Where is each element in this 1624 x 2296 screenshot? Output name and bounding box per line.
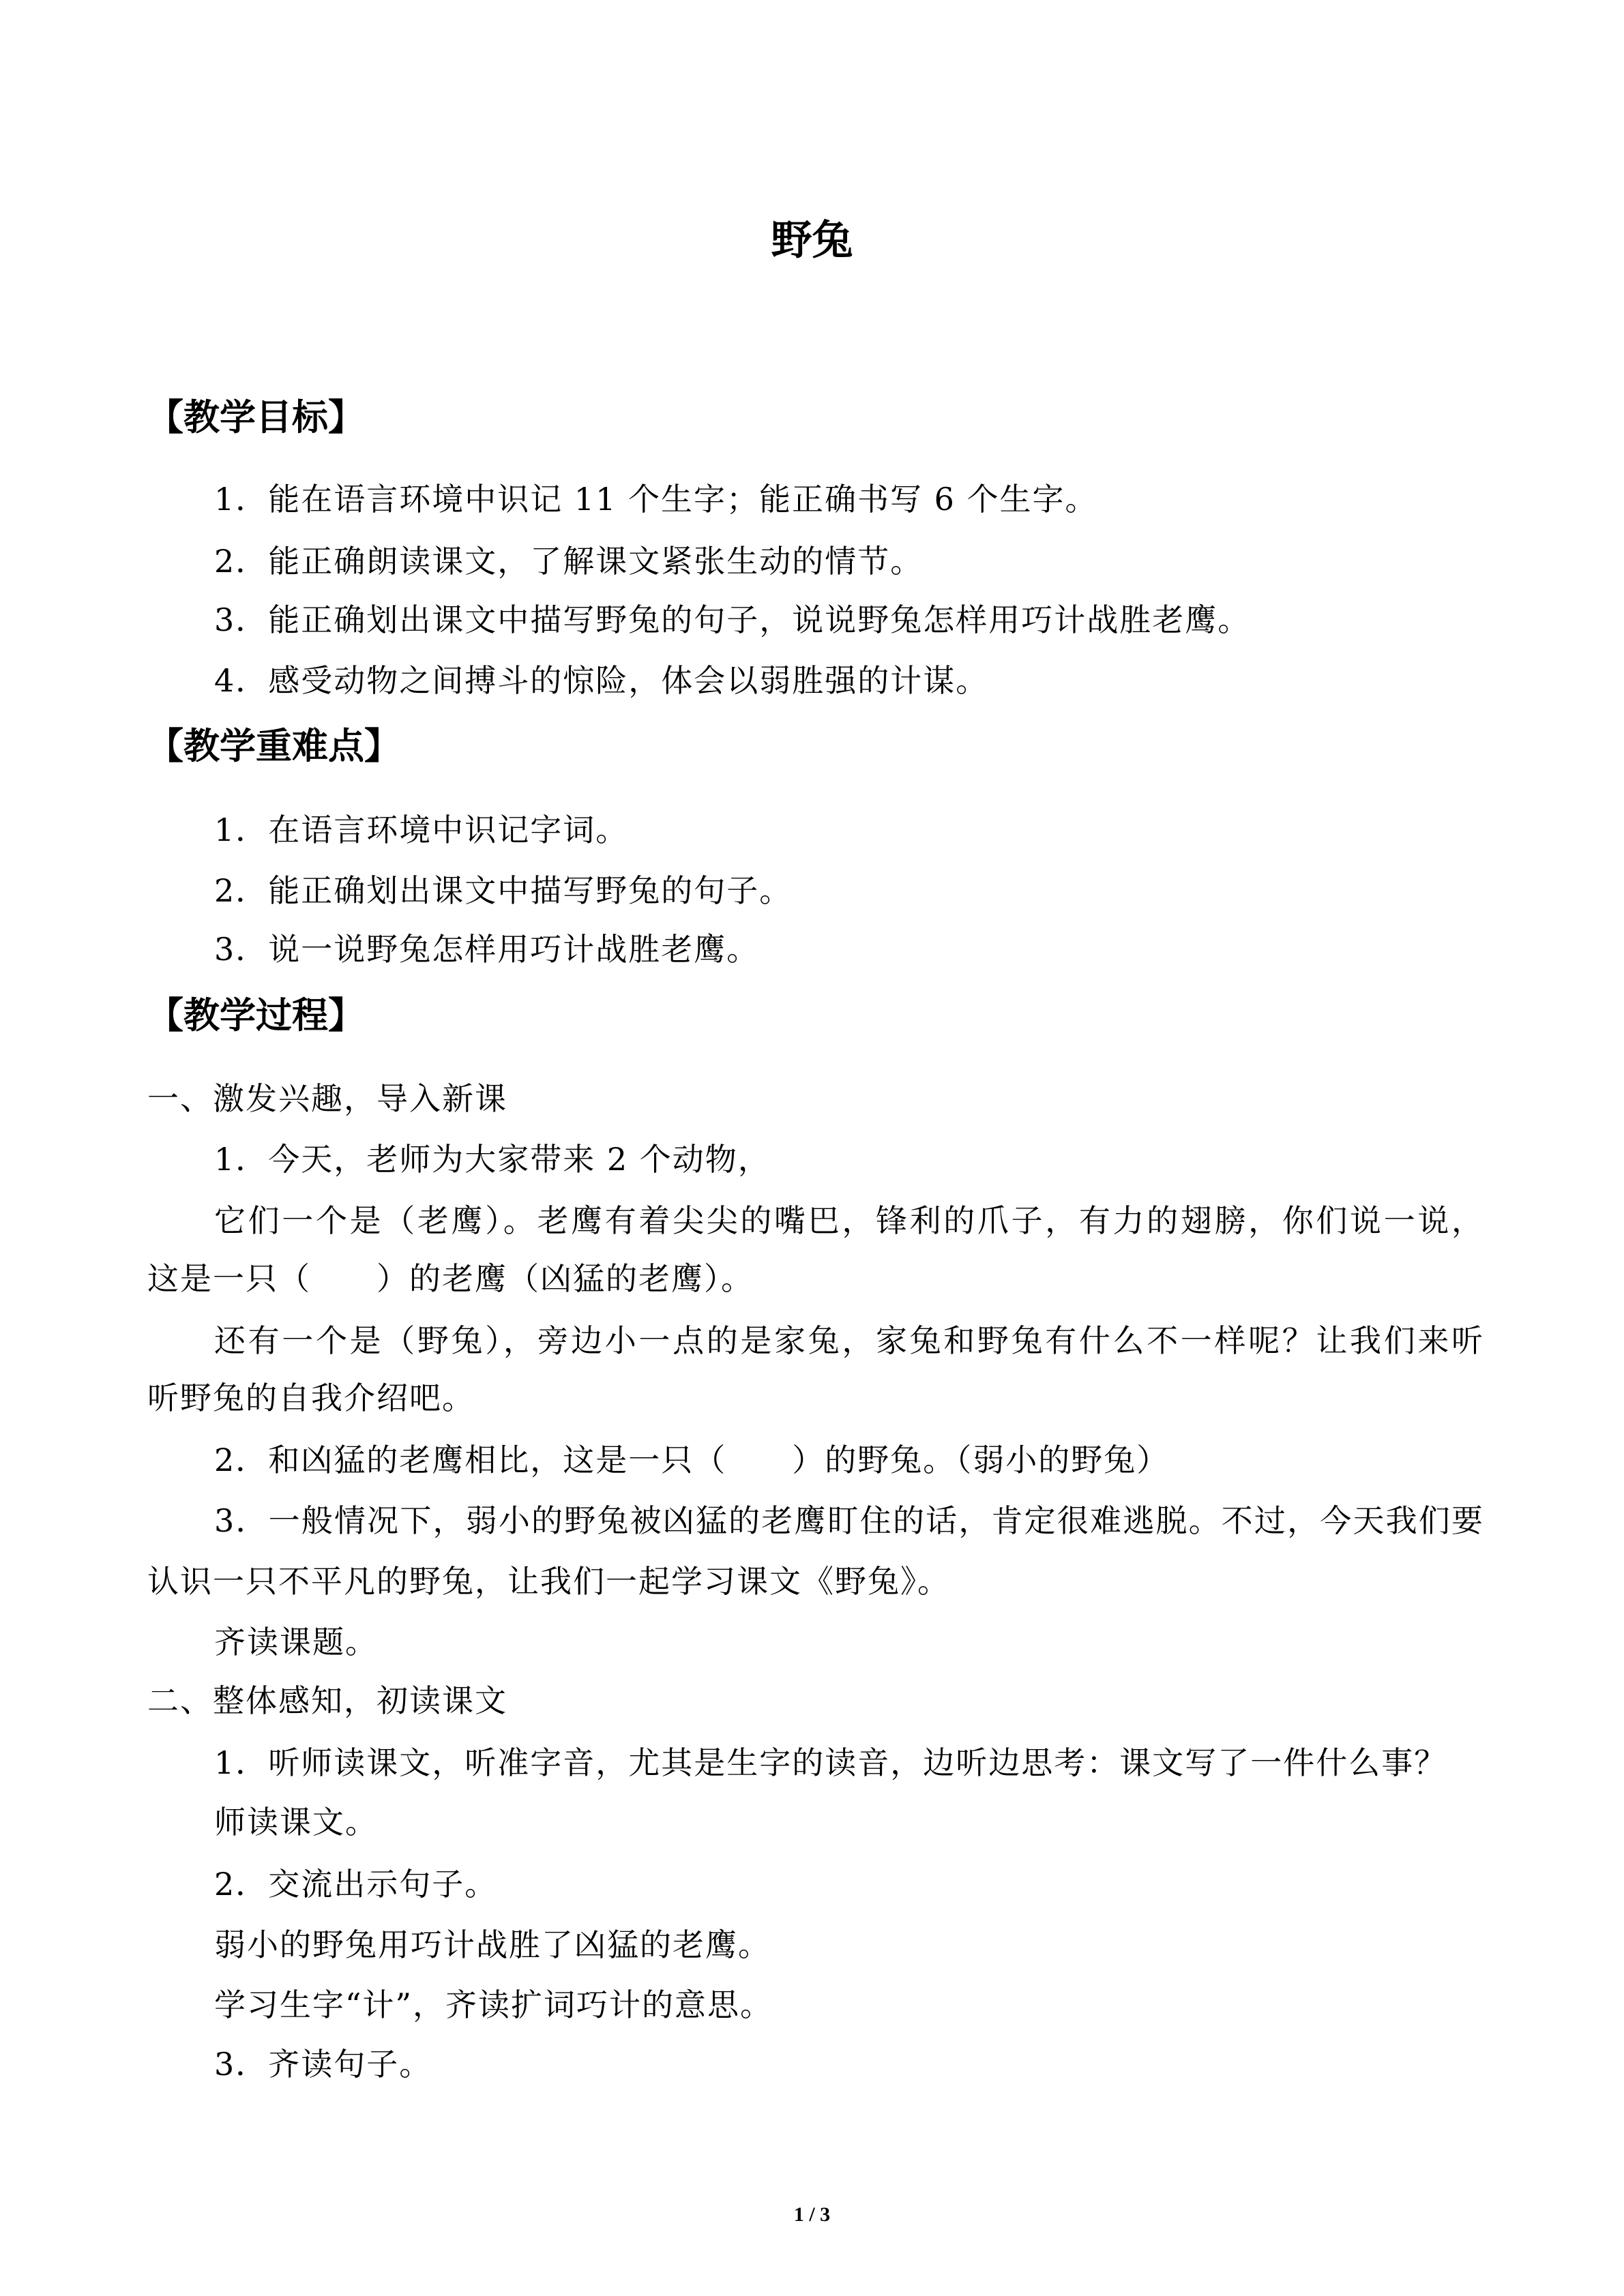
section-heading-objectives: 【教学目标】: [147, 397, 364, 438]
process-line: 师读课文。: [214, 1804, 378, 1840]
process-line: 3．一般情况下，弱小的野兔被凶猛的老鹰盯住的话，肯定很难逃脱。不过，今天我们要: [214, 1502, 1484, 1539]
process-line: 齐读课题。: [214, 1624, 378, 1660]
process-line: 还有一个是（野兔），旁边小一点的是家兔，家兔和野兔有什么不一样呢？让我们来听: [214, 1322, 1484, 1359]
process-line: 2．和凶猛的老鹰相比，这是一只（ ）的野兔。（弱小的野兔）: [214, 1442, 1170, 1478]
process-subheading: 一、激发兴趣，导入新课: [147, 1080, 507, 1117]
process-line: 认识一只不平凡的野兔，让我们一起学习课文《野兔》。: [147, 1563, 950, 1600]
document-title: 野兔: [771, 217, 853, 265]
process-line: 3．齐读句子。: [214, 2046, 432, 2083]
key-point-item: 3．说一说野兔怎样用巧计战胜老鹰。: [214, 931, 760, 968]
process-line: 1．听师读课文，听准字音，尤其是生字的读音，边听边思考：课文写了一件什么事？: [214, 1744, 1447, 1781]
process-line: 弱小的野兔用巧计战胜了凶猛的老鹰。: [214, 1926, 771, 1963]
key-point-item: 2．能正确划出课文中描写野兔的句子。: [214, 872, 793, 909]
objective-item: 4．感受动物之间搏斗的惊险，体会以弱胜强的计谋。: [214, 662, 989, 699]
process-line: 1．今天，老师为大家带来 2 个动物，: [214, 1141, 771, 1178]
objective-item: 3．能正确划出课文中描写野兔的句子，说说野兔怎样用巧计战胜老鹰。: [214, 601, 1251, 638]
section-heading-key-points: 【教学重难点】: [147, 726, 400, 767]
process-line: 2．交流出示句子。: [214, 1866, 498, 1903]
key-point-item: 1．在语言环境中识记字词。: [214, 811, 629, 848]
objective-item: 1．能在语言环境中识记 11 个生字；能正确书写 6 个生字。: [214, 481, 1098, 518]
process-line: 它们一个是（老鹰）。老鹰有着尖尖的嘴巴，锋利的爪子，有力的翅膀，你们说一说，: [214, 1202, 1484, 1239]
objective-item: 2．能正确朗读课文，了解课文紧张生动的情节。: [214, 543, 924, 580]
process-line: 这是一只（ ）的老鹰（凶猛的老鹰）。: [147, 1260, 754, 1297]
process-line: 学习生字“计”，齐读扩词巧计的意思。: [214, 1986, 773, 2023]
page-number: 1 / 3: [793, 2203, 831, 2226]
section-heading-process: 【教学过程】: [147, 995, 364, 1037]
process-subheading: 二、整体感知，初读课文: [147, 1682, 507, 1719]
process-line: 听野兔的自我介绍吧。: [147, 1380, 475, 1416]
